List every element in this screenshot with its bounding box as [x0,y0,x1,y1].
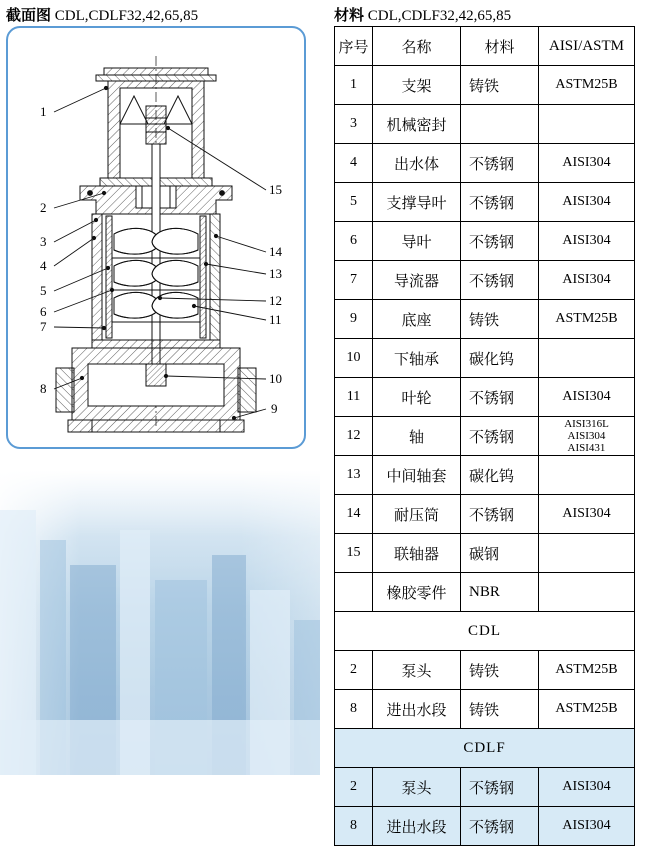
table-cell-name: 叶轮 [373,378,461,417]
table-cell-name: 出水体 [373,144,461,183]
table-cell-material: 铸铁 [461,651,539,690]
table-row [335,573,635,612]
column-header-index: 序号 [335,27,373,66]
table-cell-material: 铸铁 [461,300,539,339]
table-cell-material: 铸铁 [461,66,539,105]
table-row [335,144,635,183]
table-header-row [335,27,635,66]
table-row [335,807,635,846]
table-cell-standard [539,534,635,573]
table-cell-standard: AISI304 [539,261,635,300]
table-row [335,300,635,339]
table-row [335,183,635,222]
table-cell-name: 轴 [373,417,461,456]
callout-label: 8 [40,381,47,396]
table-cell-standard: ASTM25B [539,651,635,690]
cross-section-title-bold: 截面图 [6,8,52,24]
callout-label: 2 [40,200,47,215]
table-cell-index: 8 [335,690,373,729]
table-cell-name: 下轴承 [373,339,461,378]
table-cell-index: 14 [335,495,373,534]
table-cell-standard: AISI304 [539,378,635,417]
table-group-row [335,729,635,768]
table-cell-standard: AISI304 [539,495,635,534]
table-cell-index: 7 [335,261,373,300]
material-title [334,4,511,25]
table-cell-material: 不锈钢 [461,378,539,417]
callout-label: 5 [40,283,47,298]
table-cell-name: 进出水段 [373,690,461,729]
callout-label: 6 [40,304,47,319]
table-group-row [335,612,635,651]
cross-section-title-models: CDL,CDLF32,42,65,85 [51,8,199,24]
callout-label: 10 [269,371,282,386]
column-header-name: 名称 [373,27,461,66]
material-title-bold: 材料 [334,8,365,24]
table-row [335,222,635,261]
table-cell-name: 橡胶零件 [373,573,461,612]
table-cell-index: 2 [335,651,373,690]
callout-label: 9 [271,401,278,416]
table-cell-standard [539,105,635,144]
table-cell-index: 8 [335,807,373,846]
photo-shape [0,720,320,775]
callout-label: 3 [40,234,47,249]
table-cell-material: 不锈钢 [461,495,539,534]
table-cell-index: 9 [335,300,373,339]
table-cell-index: 1 [335,66,373,105]
table-row [335,105,635,144]
callout-label: 15 [269,182,282,197]
table-cell-name: 泵头 [373,651,461,690]
table-cell-index: 11 [335,378,373,417]
table-cell-material: 碳钢 [461,534,539,573]
table-row [335,261,635,300]
table-cell-index: 3 [335,105,373,144]
table-cell-material: 不锈钢 [461,144,539,183]
table-cell-name: 底座 [373,300,461,339]
table-cell-material: NBR [461,573,539,612]
table-row [335,378,635,417]
table-group-label: CDL [335,612,635,651]
table-cell-standard [539,339,635,378]
table-cell-name: 联轴器 [373,534,461,573]
table-cell-standard [539,573,635,612]
table-cell-material: 碳化钨 [461,339,539,378]
table-cell-name: 导叶 [373,222,461,261]
table-cell-index: 4 [335,144,373,183]
callout-label: 13 [269,266,282,281]
callout-label: 12 [269,293,282,308]
table-cell-name: 中间轴套 [373,456,461,495]
table-cell-material: 铸铁 [461,690,539,729]
table-cell-material: 不锈钢 [461,261,539,300]
table-cell-name: 机械密封 [373,105,461,144]
table-cell-standard: AISI304 [539,222,635,261]
table-row [335,495,635,534]
table-cell-name: 支撑导叶 [373,183,461,222]
table-cell-index: 15 [335,534,373,573]
table-cell-standard [539,456,635,495]
material-table [334,26,635,846]
table-cell-material: 不锈钢 [461,768,539,807]
table-cell-name: 进出水段 [373,807,461,846]
table-row [335,339,635,378]
table-cell-material [461,105,539,144]
table-cell-name: 支架 [373,66,461,105]
table-cell-standard: ASTM25B [539,300,635,339]
table-cell-material: 不锈钢 [461,417,539,456]
table-cell-index: 10 [335,339,373,378]
table-cell-material: 碳化钨 [461,456,539,495]
table-cell-index [335,573,373,612]
table-cell-standard: AISI304 [539,144,635,183]
table-cell-standard: AISI304 [539,807,635,846]
table-row [335,690,635,729]
pump-cross-section-drawing [8,28,304,447]
callout-label: 7 [40,319,47,334]
table-cell-standard: AISI304 [539,183,635,222]
table-group-label: CDLF [335,729,635,768]
table-cell-index: 13 [335,456,373,495]
table-cell-standard: AISI304 [539,768,635,807]
cross-section-title [6,4,198,25]
cross-section-panel [0,0,320,775]
table-row [335,66,635,105]
table-row [335,417,635,456]
callout-label: 11 [269,312,282,327]
callout-label: 14 [269,244,282,259]
table-row [335,768,635,807]
table-cell-name: 泵头 [373,768,461,807]
callout-label: 4 [40,258,47,273]
callout-label: 1 [40,104,47,119]
table-cell-standard: ASTM25B [539,690,635,729]
table-row [335,456,635,495]
table-cell-material: 不锈钢 [461,222,539,261]
column-header-material: 材料 [461,27,539,66]
table-cell-index: 5 [335,183,373,222]
table-cell-name: 导流器 [373,261,461,300]
background-photo [0,470,320,775]
table-row [335,534,635,573]
table-cell-standard: ASTM25B [539,66,635,105]
table-cell-index: 2 [335,768,373,807]
table-cell-name: 耐压筒 [373,495,461,534]
material-title-models: CDL,CDLF32,42,65,85 [364,8,512,24]
column-header-standard: AISI/ASTM [539,27,635,66]
pump-drawing-frame [6,26,306,449]
table-cell-material: 不锈钢 [461,183,539,222]
table-cell-standard: AISI316L AISI304 AISI431 [539,417,635,456]
table-cell-index: 12 [335,417,373,456]
table-row [335,651,635,690]
table-cell-material: 不锈钢 [461,807,539,846]
table-cell-index: 6 [335,222,373,261]
